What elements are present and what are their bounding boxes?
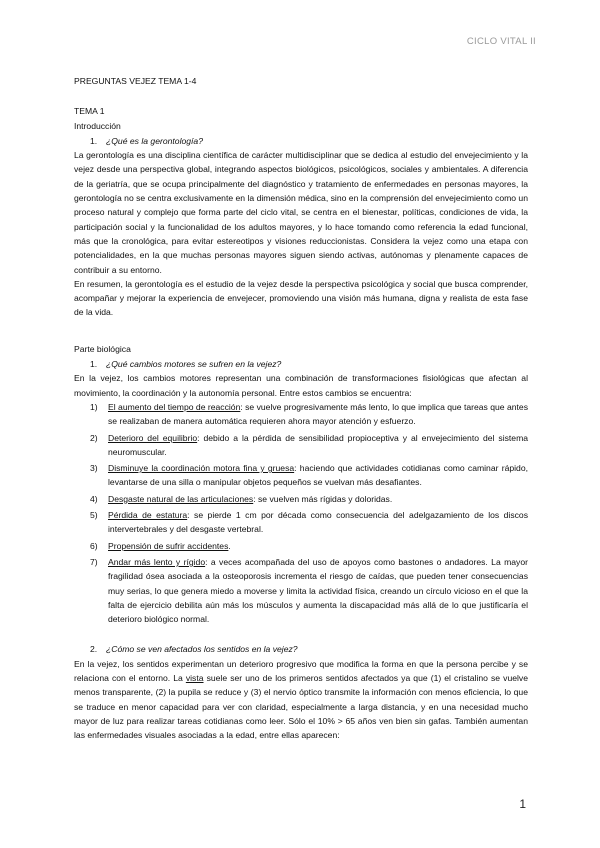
question-sentidos: [74, 642, 528, 656]
list-item: 4) Desgaste natural de las articulaciones: se vuelven más rígidas y doloridas.: [90, 493, 393, 504]
paragraph-cambios-motores: En la vejez, los cambios motores representan una combinación de transformaciones fisiológicas que afectan al movimiento, la coordinación y la autonomía personal. Entre estos cambios se encuentra:: [74, 373, 528, 398]
question-cambios-motores: [74, 357, 528, 371]
paragraph-sentidos: En la vejez, los sentidos experimentan un deterioro progresivo que modifica la forma en que la persona percibe y se relaciona con el entorno. La vista suele ser uno de los primeros sentidos afectados ya que (1) el cristalino se vuelve menos transparente, (2) la pupila se reduce y (3) el nervio óptico transmite la información con menos eficiencia, lo que se traduce en menor capacidad para ver con claridad, especialmente a larga distancia, y en una necesidad mucho mayor de luz para realizar tareas cotidianas como leer. Sólo el 10% > 65 años ven bien sin gafas. También aumentan las enfermedades visuales asociadas a la edad, entre ellas aparecen:: [74, 658, 528, 741]
running-header: CICLO VITAL II: [466, 36, 536, 47]
question-text: ¿Qué cambios motores se sufren en la vejez?: [106, 359, 282, 370]
list-item: 7) Andar más lento y rígido: a veces acompañada del uso de apoyos como bastones o andadores. La mayor fragilidad ósea asociada a la osteoporosis incrementa el riesgo de caídas, que pueden tener consecuencias muy serias, lo que genera miedo a moverse y limita la actividad física, creando un círculo vicioso en el que la falta de ejercicio debilita aún más los músculos y aumenta la discapacidad más allá de lo que justificaría el deterioro biológico normal.: [90, 556, 528, 625]
document-body: [74, 74, 528, 742]
question-number: 1.: [90, 135, 98, 146]
question-gerontologia: [74, 134, 528, 148]
list-item: 5) Pérdida de estatura: se pierde 1 cm por década como consecuencia del adelgazamiento de los discos intervertebrales y del desgaste vertebral.: [90, 510, 529, 535]
question-number: 1.: [90, 359, 98, 370]
intro-heading: Introducción: [74, 120, 121, 131]
motor-changes-list: [74, 400, 528, 626]
question-text: ¿Cómo se ven afectados los sentidos en la vejez?: [106, 644, 298, 655]
list-item: 3) Disminuye la coordinación motora fina y gruesa: haciendo que actividades cotidianas como caminar rápido, levantarse de una silla o manipular objetos pequeños se vuelvan más desafiantes.: [90, 463, 528, 488]
list-item: 6) Propensión de sufrir accidentes.: [90, 540, 231, 551]
paragraph-gerontologia: La gerontología es una disciplina científica de carácter multidisciplinar que se dedica al estudio del envejecimiento y la vejez desde una perspectiva global, integrando aspectos biológicos, psicológicos, sociales y ambientales. A diferencia de la geriatría, que se ocupa principalmente del diagnóstico y tratamiento de enfermedades en personas mayores, la gerontología no se centra exclusivamente en la dimensión médica, sino en la comprensión del envejecimiento como un proceso natural y complejo que forma parte del ciclo vital, se centra en el bienestar, políticas, condiciones de vida, la participación social y la funcionalidad de los adultos mayores, y lo hace tomando como referencia la edad funcional, más que la cronológica, para evitar estereotipos y visiones reduccionistas. Considera la vejez como una etapa con potencialidades, en la que muchas personas mayores siguen siendo activas, autónomas y plenamente capaces de contribuir a su entorno.: [74, 150, 528, 275]
vista-term: vista: [185, 672, 204, 683]
list-item: 2) Deterioro del equilibrio: debido a la pérdida de sensibilidad propioceptiva y al envejecimiento del sistema neuromuscular.: [90, 432, 529, 457]
page-number: 1: [519, 797, 526, 811]
section-heading-biologica: Parte biológica: [74, 343, 131, 354]
paragraph-resumen: En resumen, la gerontología es el estudio de la vejez desde la perspectiva psicológica y social que busca comprender, acompañar y mejorar la experiencia de envejecer, promoviendo una visión más humana, digna y realista de esta fase de la vida.: [74, 278, 528, 318]
question-text: ¿Qué es la gerontología?: [106, 135, 203, 146]
question-number: 2.: [90, 644, 98, 655]
list-item: 1) El aumento del tiempo de reacción: se vuelve progresivamente más lento, lo que implica que tareas que antes se realizaban de manera automática requieren ahora mayor atención y esfuerzo.: [90, 401, 529, 427]
document-title: PREGUNTAS VEJEZ TEMA 1-4: [74, 76, 197, 86]
tema-heading: TEMA 1: [74, 106, 105, 117]
